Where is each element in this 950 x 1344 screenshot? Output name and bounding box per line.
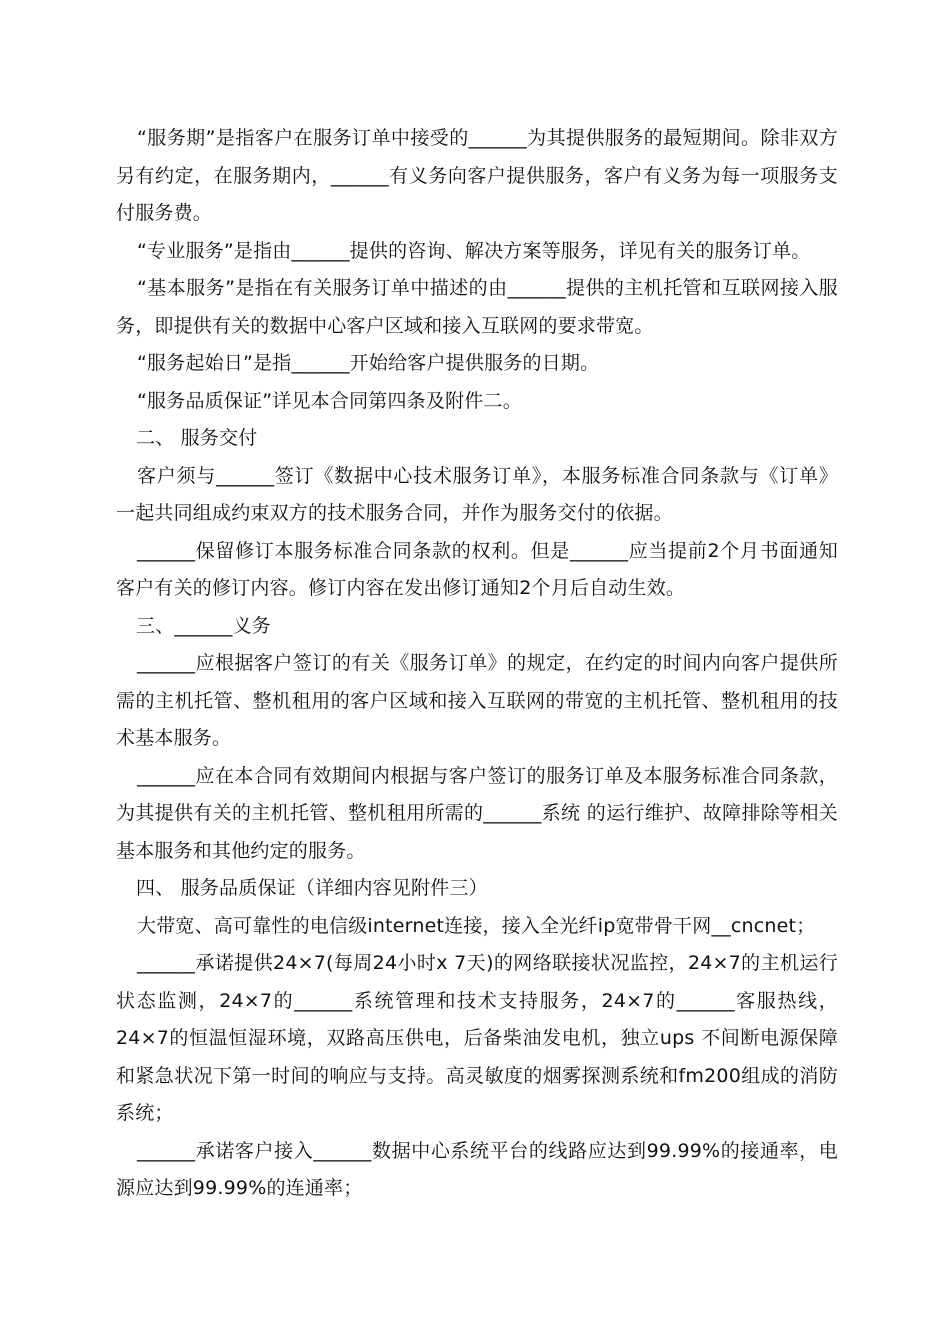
- section-heading-service-delivery: 二、 服务交付: [136, 427, 258, 449]
- paragraph-service-period: “服务期”是指客户在服务订单中接受的______为其提供服务的最短期间。除非双方另有约定，在服务期内，______有义务向客户提供服务，客户有义务为每一项服务支付服务费。: [116, 127, 838, 224]
- paragraph-basic-service: “基本服务”是指在有关服务订单中描述的由______提供的主机托管和互联网接入服务，即提供有关的数据中心客户区域和接入互联网的要求带宽。: [116, 277, 838, 337]
- paragraph-quality-2: ______承诺提供24×7(每周24小时x 7天)的网络联接状况监控，24×7的主机运行状态监测，24×7的______系统管理和技术支持服务，24×7的______客服热线，24×7的恒温恒湿环境，双路高压供电，后备柴油发电机，独立ups 不间断电源保障和紧急状况下第一时间的响应与支持。高灵敏度的烟雾探测系统和fm200组成的消防系统；: [116, 952, 838, 1124]
- paragraph-professional-service: “专业服务”是指由______提供的咨询、解决方案等服务，详见有关的服务订单。: [137, 239, 811, 262]
- paragraph-obligation-1: ______应根据客户签订的有关《服务订单》的规定，在约定的时间内向客户提供所需的主机托管、整机租用的客户区域和接入互联网的带宽的主机托管、整机租用的技术基本服务。: [116, 652, 838, 749]
- section-heading-obligations: 三、______义务: [136, 614, 272, 637]
- paragraph-quality-3: ______承诺客户接入______数据中心系统平台的线路应达到99.99%的接通率，电源应达到99.99%的连通率；: [116, 1139, 838, 1199]
- paragraph-service-start-date: “服务起始日”是指______开始给客户提供服务的日期。: [137, 352, 600, 374]
- paragraph-obligation-2: ______应在本合同有效期间内根据与客户签订的服务订单及本服务标准合同条款，为其提供有关的主机托管、整机租用所需的______系统 的运行维护、故障排除等相关基本服务和其他约定的服务。: [116, 764, 838, 862]
- paragraph-service-quality-guarantee: “服务品质保证”详见本合同第四条及附件二。: [137, 389, 522, 412]
- document-body: [116, 120, 838, 1208]
- paragraph-delivery-2: ______保留修订本服务标准合同条款的权利。但是______应当提前2个月书面通知客户有关的修订内容。修订内容在发出修订通知2个月后自动生效。: [116, 539, 838, 599]
- paragraph-quality-1: 大带宽、高可靠性的电信级internet连接，接入全光纤ip宽带骨干网__cncnet；: [137, 914, 816, 937]
- paragraph-delivery-1: 客户须与______签订《数据中心技术服务订单》，本服务标准合同条款与《订单》一起共同组成约束双方的技术服务合同，并作为服务交付的依据。: [116, 464, 838, 524]
- section-heading-quality-guarantee: 四、 服务品质保证（详细内容见附件三）: [136, 877, 488, 899]
